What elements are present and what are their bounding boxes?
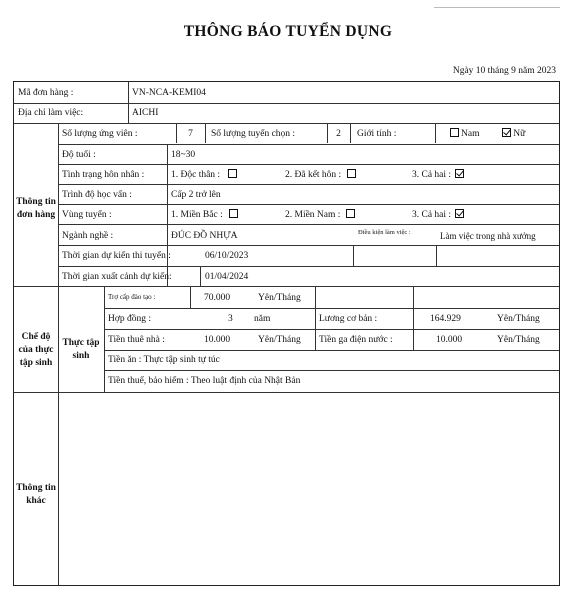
male-checkbox[interactable] — [450, 128, 459, 137]
workplace-value: AICHI — [132, 108, 159, 118]
document-date: Ngày 10 tháng 9 năm 2023 — [452, 66, 556, 76]
education-label: Trình độ học vấn : — [62, 190, 132, 200]
tax-note: Tiền thuế, bảo hiểm : Theo luật định của Nhật Bản — [108, 376, 301, 386]
work-condition-label: Điều kiện làm việc : — [358, 229, 411, 236]
section-intern: Thực tập sinh — [62, 338, 100, 361]
gender-options — [446, 128, 525, 140]
training-allowance-label: Trợ cấp đào tạo : — [108, 293, 156, 301]
education-value: Cấp 2 trở lên — [171, 190, 221, 200]
section-other-info: Thông tin khác — [16, 483, 56, 506]
region-both: 3. Cả hai : — [412, 209, 466, 221]
applicants-label: Số lượng ứng viên : — [62, 129, 138, 139]
section-order-info: Thông tin đơn hàng — [16, 197, 56, 220]
applicants-value: 7 — [188, 129, 193, 139]
section-intern-regime: Chế độ của thực tập sinh — [18, 332, 54, 368]
region-south-checkbox[interactable] — [346, 209, 355, 218]
male-label: Nam — [461, 129, 480, 139]
region-north-checkbox[interactable] — [229, 209, 238, 218]
marital-both: 3. Cả hai : — [412, 169, 466, 181]
utilities-unit: Yên/Tháng — [497, 335, 540, 345]
female-label: Nữ — [513, 129, 526, 139]
workplace-label: Địa chỉ làm việc: — [18, 108, 84, 118]
region-north: 1. Miền Bắc : — [171, 209, 240, 221]
region-south: 2. Miền Nam : — [285, 209, 357, 221]
marital-label: Tình trạng hôn nhân : — [62, 170, 145, 180]
marital-both-checkbox[interactable] — [455, 169, 464, 178]
marital-single: 1. Độc thân : — [171, 169, 239, 181]
work-condition-value: Làm việc trong nhà xưởng — [440, 231, 536, 241]
age-value: 18~30 — [171, 150, 196, 160]
salary-value: 164.929 — [430, 314, 461, 324]
selected-label: Số lượng tuyển chọn : — [211, 129, 296, 139]
salary-unit: Yên/Tháng — [497, 314, 540, 324]
page-title: THÔNG BÁO TUYỂN DỤNG — [183, 23, 393, 40]
meals-note: Tiền ăn : Thực tập sinh tự túc — [108, 355, 220, 365]
rent-value: 10.000 — [204, 335, 231, 345]
female-checkbox[interactable] — [502, 128, 511, 137]
departure-date-label: Thời gian xuất cảnh dự kiến: — [62, 272, 172, 282]
salary-label: Lương cơ bản : — [319, 314, 378, 324]
marital-married: 2. Đã kết hôn : — [285, 169, 358, 181]
other-info-area[interactable] — [59, 393, 558, 585]
contract-value: 3 — [228, 314, 233, 324]
order-code-value: VN-NCA-KEMI04 — [132, 88, 206, 98]
training-allowance-value: 70.000 — [204, 293, 231, 303]
training-allowance-unit: Yên/Tháng — [258, 293, 301, 303]
industry-value: ĐÚC ĐỒ NHỰA — [171, 231, 238, 241]
rent-unit: Yên/Tháng — [258, 335, 301, 345]
utilities-value: 10.000 — [436, 335, 463, 345]
job-notice-form — [13, 81, 560, 586]
rent-label: Tiền thuê nhà : — [108, 335, 165, 345]
order-code-label: Mã đơn hàng : — [18, 88, 74, 98]
exam-date-label: Thời gian dự kiến thi tuyển : — [62, 251, 171, 261]
region-label: Vùng tuyển : — [62, 210, 112, 220]
top-rule — [434, 7, 560, 8]
gender-label: Giới tính : — [357, 129, 397, 139]
utilities-label: Tiền ga điện nước : — [319, 335, 393, 345]
selected-value: 2 — [336, 129, 341, 139]
marital-married-checkbox[interactable] — [347, 169, 356, 178]
exam-date-value: 06/10/2023 — [205, 251, 249, 261]
contract-unit: năm — [254, 314, 271, 324]
age-label: Độ tuổi : — [62, 150, 96, 160]
marital-single-checkbox[interactable] — [228, 169, 237, 178]
contract-label: Hợp đồng : — [108, 314, 152, 324]
region-both-checkbox[interactable] — [455, 209, 464, 218]
industry-label: Ngành nghề : — [62, 231, 114, 241]
departure-date-value: 01/04/2024 — [205, 272, 249, 282]
